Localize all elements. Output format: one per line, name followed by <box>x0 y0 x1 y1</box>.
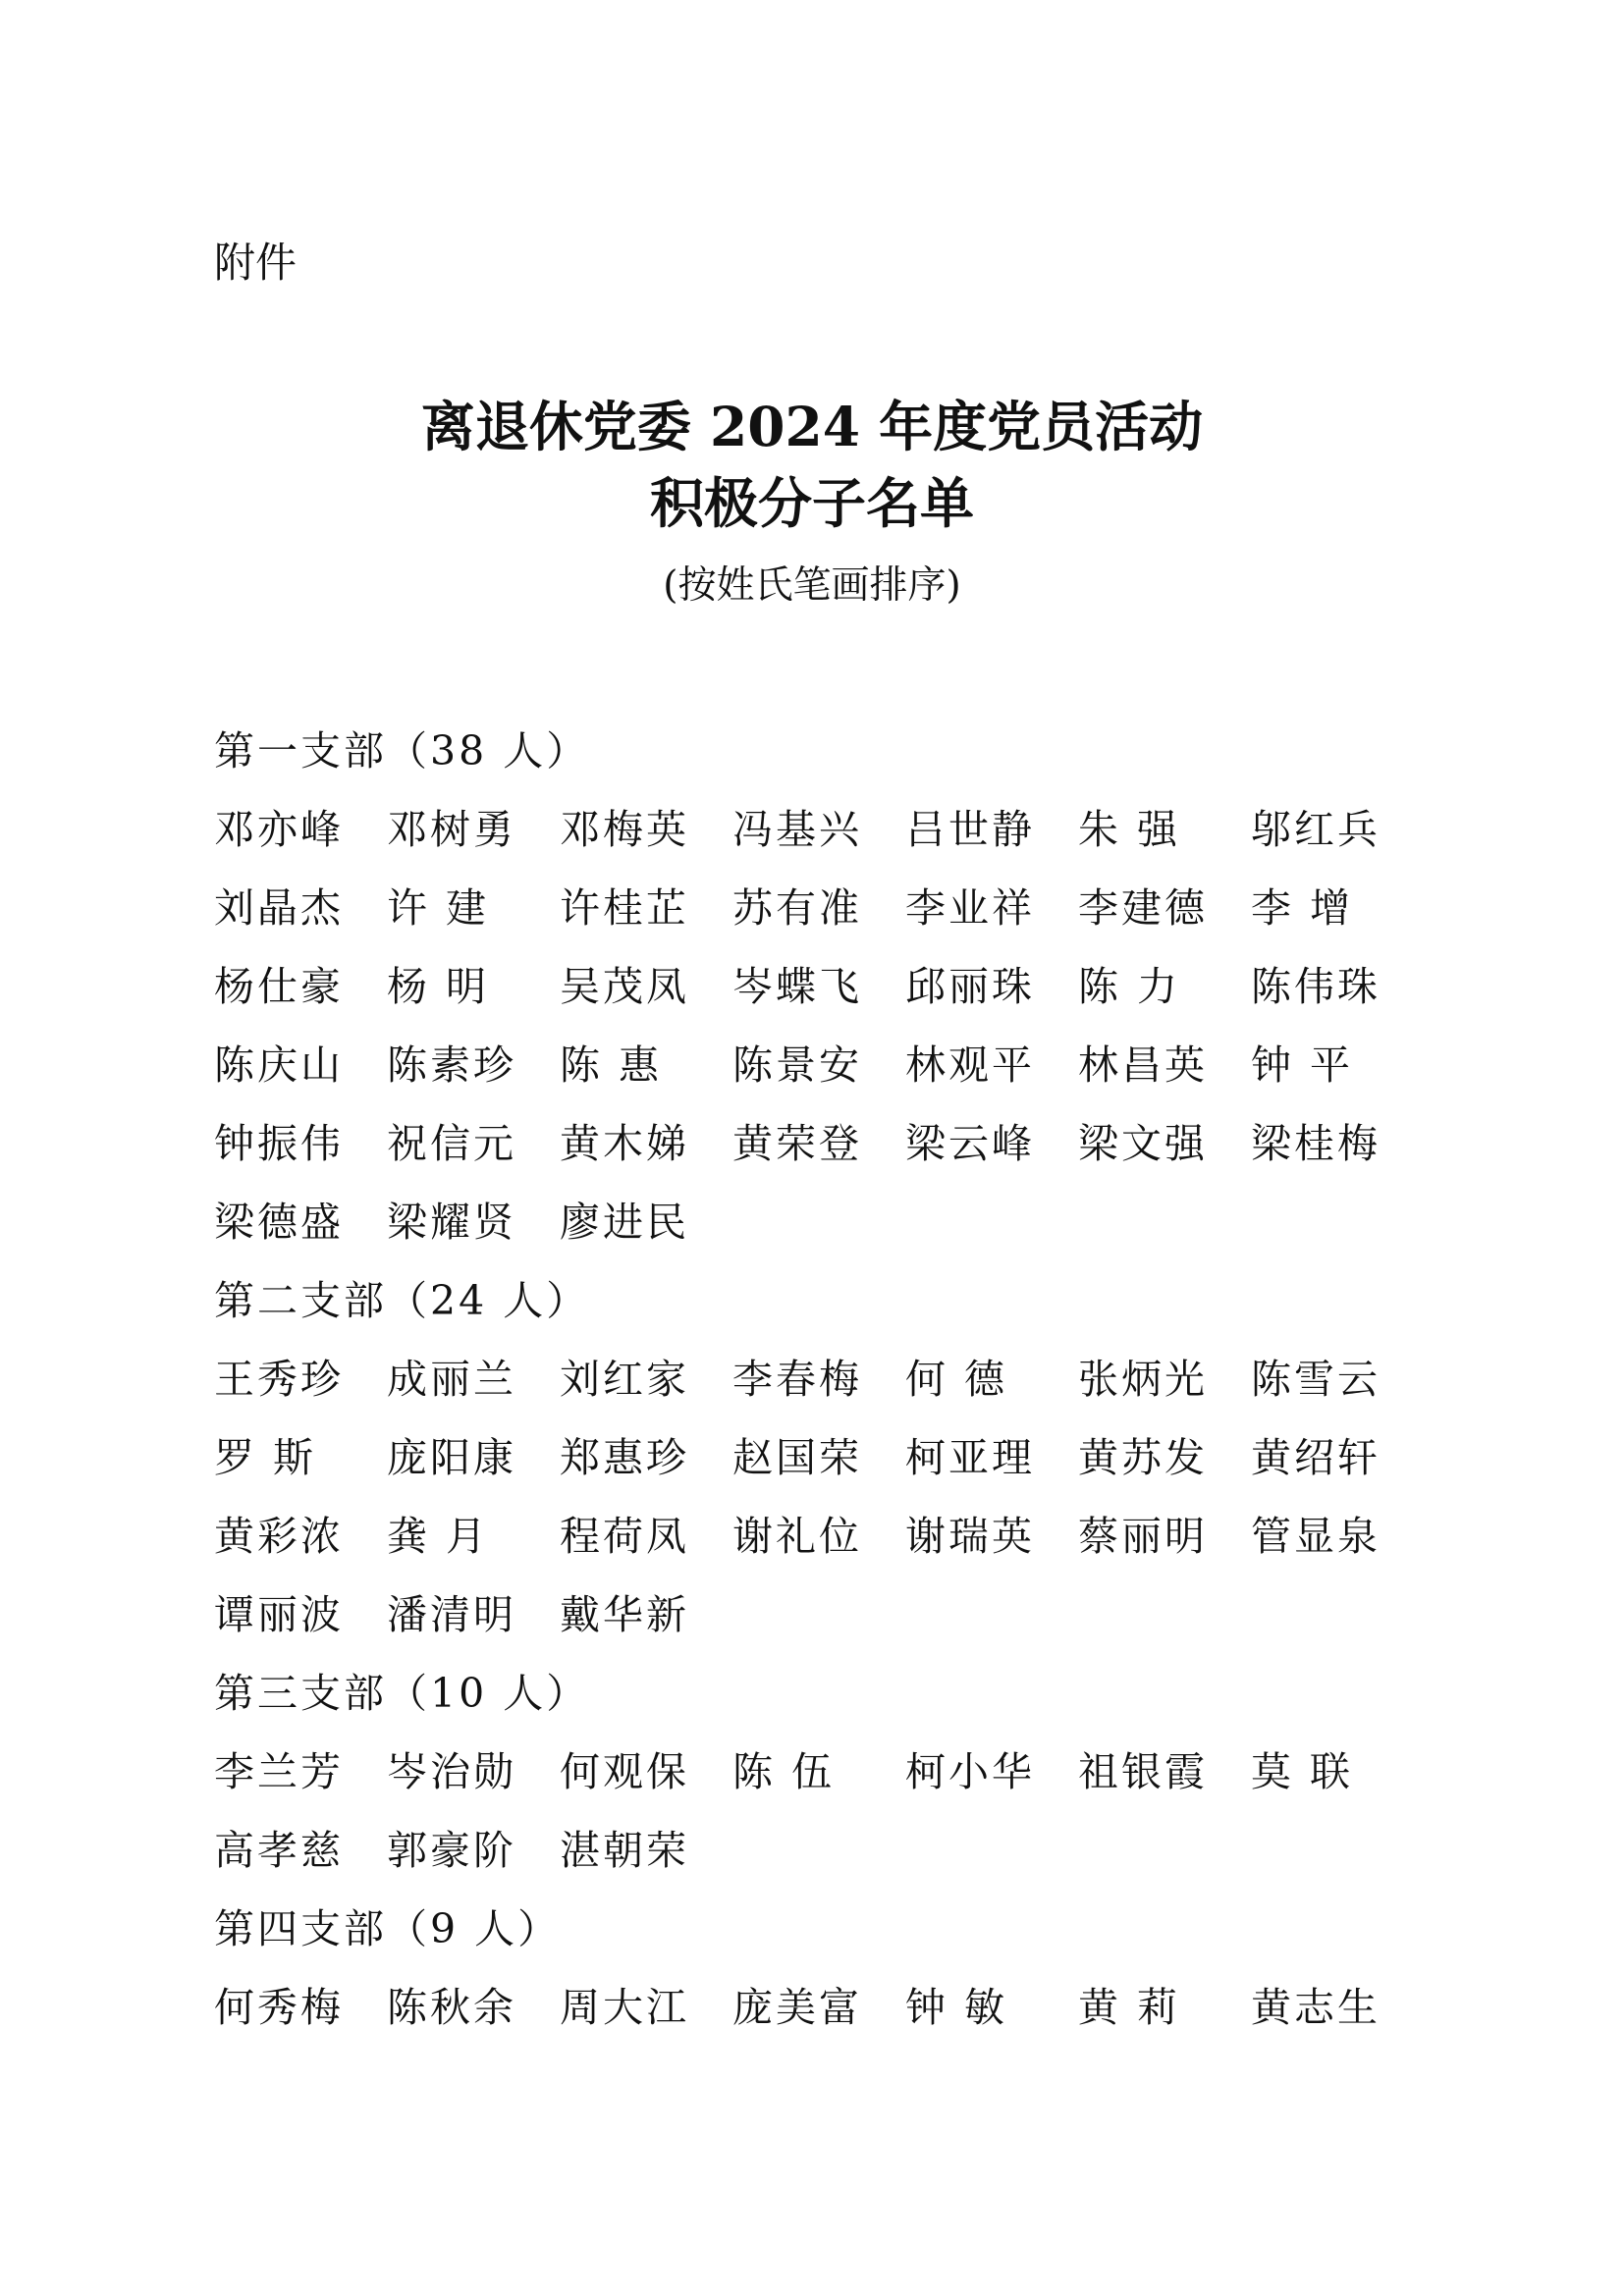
branch-member-list <box>214 1340 1432 1654</box>
member-name: 郑惠珍 <box>560 1434 689 1481</box>
member-name: 李业祥 <box>905 884 1035 932</box>
member-name: 梁德盛 <box>214 1199 344 1246</box>
member-name: 陈秋余 <box>387 1984 516 2031</box>
member-name: 钟 平 <box>1251 1041 1354 1089</box>
member-name: 何秀梅 <box>214 1984 344 2031</box>
member-name: 刘红家 <box>560 1356 689 1403</box>
member-name: 郭豪阶 <box>387 1827 516 1874</box>
member-name: 莫 联 <box>1251 1748 1354 1795</box>
branch-member-list <box>214 1733 1432 1890</box>
member-name: 李春梅 <box>732 1356 862 1403</box>
branch-heading: 第二支部（24 人） <box>214 1277 590 1324</box>
member-name: 李建德 <box>1078 884 1208 932</box>
member-name: 张炳光 <box>1078 1356 1208 1403</box>
member-name: 黄荣登 <box>732 1120 862 1167</box>
document-title-line-2: 积极分子名单 <box>649 471 974 535</box>
member-name: 庞阳康 <box>387 1434 516 1481</box>
member-name: 黄志生 <box>1251 1984 1380 2031</box>
member-name: 潘清明 <box>387 1591 516 1638</box>
member-name: 钟 敏 <box>905 1984 1008 2031</box>
member-name: 杨 明 <box>387 963 490 1010</box>
member-name: 蔡丽明 <box>1078 1513 1208 1560</box>
member-name: 廖进民 <box>560 1199 689 1246</box>
branch-member-list <box>214 1968 1432 2047</box>
member-name: 祖银霞 <box>1078 1748 1208 1795</box>
member-name: 成丽兰 <box>387 1356 516 1403</box>
member-name: 许桂芷 <box>560 884 689 932</box>
member-name: 柯小华 <box>905 1748 1035 1795</box>
member-name: 刘晶杰 <box>214 884 344 932</box>
member-name: 陈 惠 <box>560 1041 663 1089</box>
document-subtitle: (按姓氏笔画排序) <box>663 563 961 608</box>
member-name: 陈素珍 <box>387 1041 516 1089</box>
member-name: 梁耀贤 <box>387 1199 516 1246</box>
member-name: 王秀珍 <box>214 1356 344 1403</box>
member-name: 林观平 <box>905 1041 1035 1089</box>
member-name: 谭丽波 <box>214 1591 344 1638</box>
branch-heading: 第一支部（38 人） <box>214 727 590 774</box>
member-name: 黄木娣 <box>560 1120 689 1167</box>
branch-member-list <box>214 790 1432 1261</box>
member-name: 梁桂梅 <box>1251 1120 1380 1167</box>
member-name: 朱 强 <box>1078 806 1181 853</box>
member-name: 邱丽珠 <box>905 963 1035 1010</box>
member-name: 岑蝶飞 <box>732 963 862 1010</box>
member-name: 林昌英 <box>1078 1041 1208 1089</box>
member-name: 许 建 <box>387 884 490 932</box>
member-name: 赵国荣 <box>732 1434 862 1481</box>
member-name: 周大江 <box>560 1984 689 2031</box>
branch-heading: 第三支部（10 人） <box>214 1670 590 1717</box>
member-name: 冯基兴 <box>732 806 862 853</box>
branch-heading: 第四支部（9 人） <box>214 1905 562 1952</box>
member-name: 杨仕豪 <box>214 963 344 1010</box>
member-name: 谢礼位 <box>732 1513 862 1560</box>
member-name: 柯亚理 <box>905 1434 1035 1481</box>
member-name: 邓梅英 <box>560 806 689 853</box>
member-name: 陈 伍 <box>732 1748 836 1795</box>
member-name: 程荷凤 <box>560 1513 689 1560</box>
member-name: 陈庆山 <box>214 1041 344 1089</box>
member-name: 黄苏发 <box>1078 1434 1208 1481</box>
member-name: 钟振伟 <box>214 1120 344 1167</box>
member-name: 何观保 <box>560 1748 689 1795</box>
member-name: 梁云峰 <box>905 1120 1035 1167</box>
member-name: 李 增 <box>1251 884 1354 932</box>
member-name: 陈 力 <box>1078 963 1181 1010</box>
member-roster <box>214 712 1432 2047</box>
member-name: 邓树勇 <box>387 806 516 853</box>
member-name: 苏有准 <box>732 884 862 932</box>
member-name: 岑治勋 <box>387 1748 516 1795</box>
member-name: 湛朝荣 <box>560 1827 689 1874</box>
member-name: 高孝慈 <box>214 1827 344 1874</box>
member-name: 邓亦峰 <box>214 806 344 853</box>
member-name: 谢瑞英 <box>905 1513 1035 1560</box>
member-name: 吕世静 <box>905 806 1035 853</box>
member-name: 李兰芳 <box>214 1748 344 1795</box>
member-name: 何 德 <box>905 1356 1008 1403</box>
member-name: 陈雪云 <box>1251 1356 1380 1403</box>
member-name: 黄彩浓 <box>214 1513 344 1560</box>
member-name: 黄绍轩 <box>1251 1434 1380 1481</box>
member-name: 梁文强 <box>1078 1120 1208 1167</box>
member-name: 罗 斯 <box>214 1434 317 1481</box>
member-name: 吴茂凤 <box>560 963 689 1010</box>
document-title-line-1: 离退休党委 2024 年度党员活动 <box>420 395 1204 458</box>
member-name: 祝信元 <box>387 1120 516 1167</box>
member-name: 陈景安 <box>732 1041 862 1089</box>
member-name: 邬红兵 <box>1251 806 1380 853</box>
member-name: 黄 莉 <box>1078 1984 1181 2031</box>
attachment-label: 附件 <box>214 239 298 287</box>
member-name: 龚 月 <box>387 1513 490 1560</box>
member-name: 庞美富 <box>732 1984 862 2031</box>
member-name: 陈伟珠 <box>1251 963 1380 1010</box>
member-name: 戴华新 <box>560 1591 689 1638</box>
member-name: 管显泉 <box>1251 1513 1380 1560</box>
